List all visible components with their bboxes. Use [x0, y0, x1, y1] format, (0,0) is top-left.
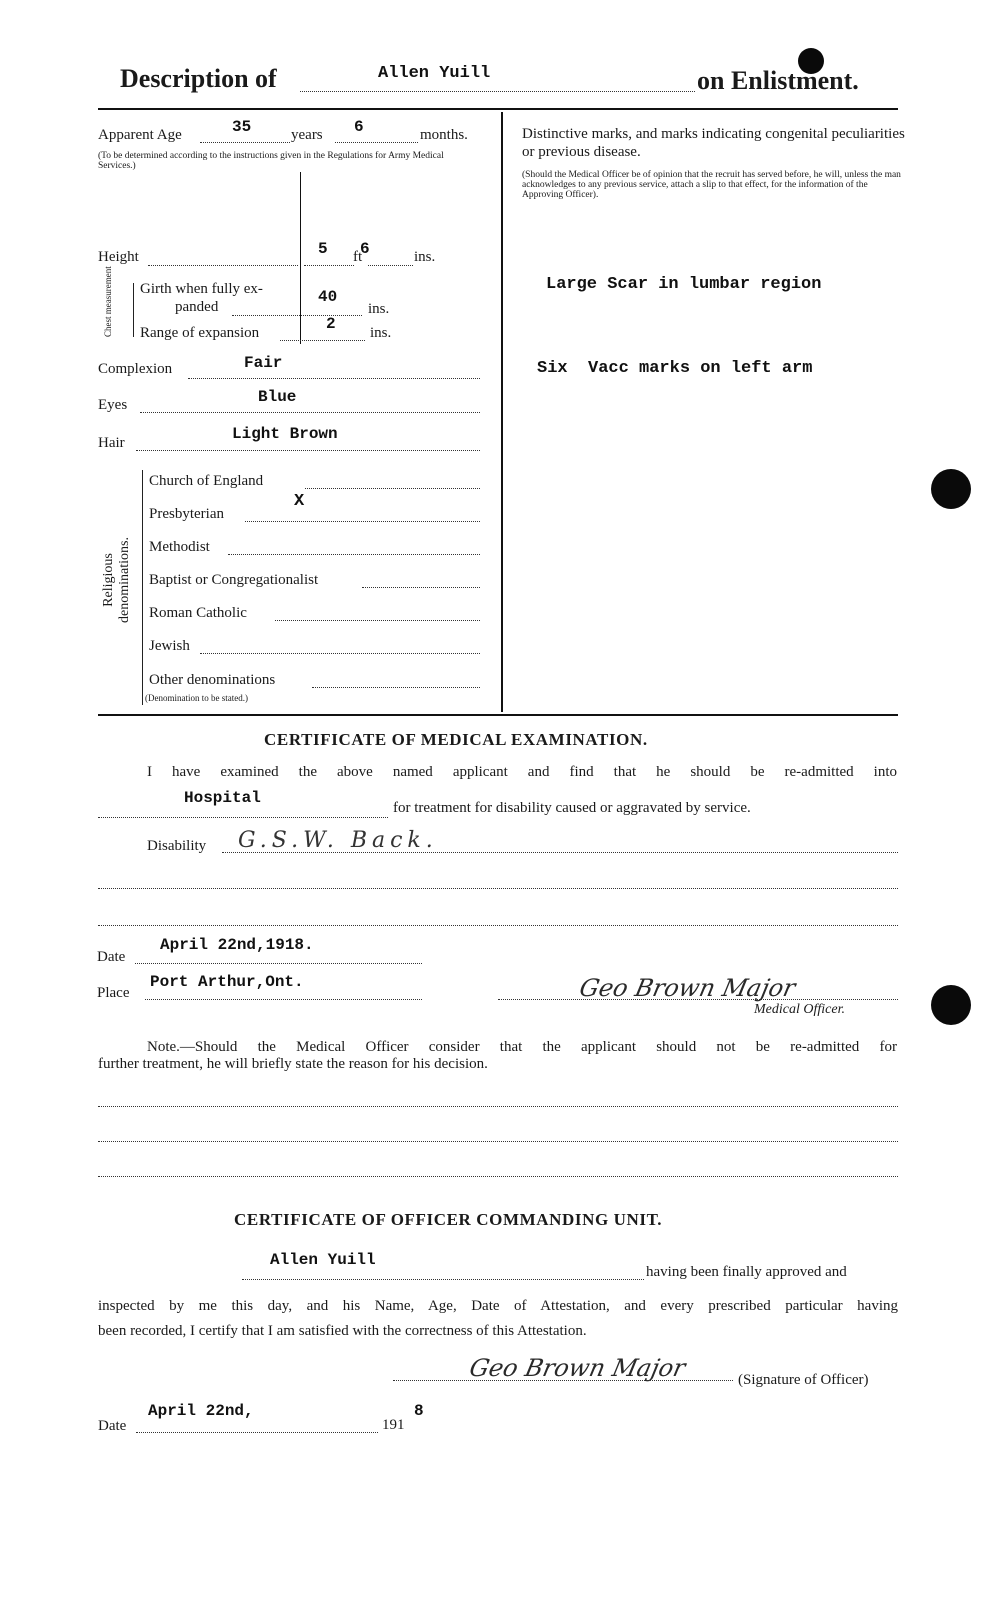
rel-jewish-line [200, 653, 480, 654]
commanding-date-label: Date [98, 1418, 127, 1434]
commanding-title: CERTIFICATE OF OFFICER COMMANDING UNIT. [234, 1210, 663, 1229]
rel-other-note: (Denomination to be stated.) [145, 693, 248, 703]
medical-signature: Geo Brown Major [577, 974, 798, 1002]
height-label: Height [98, 249, 139, 265]
section-rule [98, 714, 898, 716]
disability-value: G.S.W. Back. [238, 828, 438, 853]
commanding-line1-suffix: having been finally approved and [646, 1264, 847, 1280]
eyes-line [140, 412, 480, 413]
medical-date-label: Date [97, 949, 126, 965]
complexion-line [188, 378, 480, 379]
hair-label: Hair [98, 435, 125, 451]
medical-officer-label: Medical Officer. [754, 1002, 845, 1017]
header-title-prefix: Description of [120, 64, 277, 93]
religion-side-label-1: Religious [101, 553, 116, 607]
chest-side-label-text: Chest measurement [103, 266, 113, 337]
religion-side-label-2: denominations. [117, 537, 132, 623]
range-line [280, 340, 365, 341]
medical-note-line-1: Note.—Should the Medical Officer consider that the applicant should not be re-admitted for [147, 1039, 897, 1055]
medical-place-value: Port Arthur,Ont. [150, 973, 304, 991]
medical-treatment-text: for treatment for disability caused or aggravated by service. [393, 800, 751, 816]
complexion-value: Fair [244, 354, 283, 372]
height-ins-value: 6 [360, 240, 370, 258]
chest-brace [133, 283, 134, 337]
rel-methodist-line [228, 554, 480, 555]
note-line-c [98, 1176, 898, 1177]
commanding-signature-label: (Signature of Officer) [738, 1372, 869, 1388]
girth-label-1: Girth when fully ex- [140, 281, 263, 297]
medical-intro: I have examined the above named applicant and find that he should be re-admitted into [147, 764, 897, 780]
header-rule [98, 108, 898, 110]
medical-note-line-2: further treatment, he will briefly state the reason for his decision. [98, 1056, 488, 1072]
distinctive-mark-1: Large Scar in lumbar region [546, 275, 822, 294]
commanding-date-line [136, 1432, 378, 1433]
commanding-year-prefix: 191 [382, 1417, 405, 1433]
disability-extra-line-1 [98, 888, 898, 889]
commanding-line3: been recorded, I certify that I am satisfied with the correctness of this Attestation. [98, 1323, 587, 1339]
punch-hole-bottom [931, 985, 971, 1025]
distinctive-note: (Should the Medical Officer be of opinion that the recruit has served before, he will, unless the man acknowledges to any previous service, attach a slip to that effect, for the information of the Approving Officer). [522, 170, 901, 200]
rel-presbyterian: Presbyterian [149, 506, 224, 522]
girth-label-2: panded [175, 299, 219, 315]
medical-date-value: April 22nd,1918. [160, 936, 314, 954]
age-months-value: 6 [354, 118, 364, 136]
distinctive-label: Distinctive marks, and marks indicating congenital peculiarities or previous disease. [522, 126, 905, 160]
girth-value: 40 [318, 288, 338, 306]
commanding-line2: inspected by me this day, and his Name, Age, Date of Attestation, and every prescribed particular having [98, 1298, 898, 1314]
girth-line [232, 315, 362, 316]
rel-church-england: Church of England [149, 473, 264, 489]
note-line-a [98, 1106, 898, 1107]
height-line-2 [304, 265, 354, 266]
medical-place-label: Place [97, 985, 130, 1001]
readmit-value: Hospital [184, 789, 261, 807]
age-years-line [200, 142, 290, 143]
rel-presbyterian-mark: X [294, 492, 305, 511]
measure-divider [300, 172, 301, 344]
rel-roman-catholic: Roman Catholic [149, 605, 247, 621]
commanding-signature: Geo Brown Major [467, 1354, 688, 1382]
range-label: Range of expansion [140, 325, 260, 341]
hair-line [136, 450, 480, 451]
readmit-line [98, 817, 388, 818]
age-months-label: months. [420, 127, 468, 143]
rel-other: Other denominations [149, 672, 276, 688]
header-title-suffix: on Enlistment. [697, 66, 859, 95]
rel-catholic-line [275, 620, 480, 621]
religion-side-label [90, 528, 138, 648]
age-months-line [335, 142, 418, 143]
range-value: 2 [326, 315, 336, 333]
hair-value: Light Brown [232, 425, 338, 443]
height-ft-value: 5 [318, 240, 328, 258]
range-unit: ins. [370, 325, 392, 341]
rel-baptist-line [362, 587, 480, 588]
complexion-label: Complexion [98, 361, 173, 377]
rel-baptist: Baptist or Congregationalist [149, 572, 319, 588]
age-note: (To be determined according to the instructions given in the Regulations for Army Medical Services.) [98, 151, 444, 171]
age-years-label: years [291, 127, 323, 143]
note-line-b [98, 1141, 898, 1142]
rel-other-line [312, 687, 480, 688]
chest-side-label [84, 266, 124, 337]
age-years-value: 35 [232, 118, 252, 136]
commanding-name-value: Allen Yuill [270, 1251, 376, 1269]
rel-jewish: Jewish [149, 638, 190, 654]
disability-extra-line-2 [98, 925, 898, 926]
height-line-3 [368, 265, 413, 266]
girth-unit: ins. [368, 301, 390, 317]
medical-place-line [145, 999, 422, 1000]
commanding-year-suffix: 8 [414, 1402, 424, 1420]
header-name-line [300, 91, 695, 92]
rel-methodist: Methodist [149, 539, 210, 555]
distinctive-mark-2: Six Vacc marks on left arm [537, 359, 813, 378]
commanding-date-value: April 22nd, [148, 1402, 254, 1420]
height-ins-label: ins. [414, 249, 436, 265]
disability-label: Disability [147, 838, 207, 854]
height-line-1 [148, 265, 298, 266]
religion-brace [142, 470, 143, 705]
column-divider [501, 112, 503, 712]
eyes-value: Blue [258, 388, 297, 406]
medical-date-line [135, 963, 422, 964]
eyes-label: Eyes [98, 397, 128, 413]
medical-title: CERTIFICATE OF MEDICAL EXAMINATION. [264, 730, 648, 749]
header-name: Allen Yuill [378, 64, 491, 83]
rel-church-line [305, 488, 480, 489]
commanding-name-line [242, 1279, 644, 1280]
age-label: Apparent Age [98, 127, 182, 143]
rel-presbyterian-line [245, 521, 480, 522]
height-ft-label: ft [353, 249, 363, 265]
punch-hole-middle [931, 469, 971, 509]
